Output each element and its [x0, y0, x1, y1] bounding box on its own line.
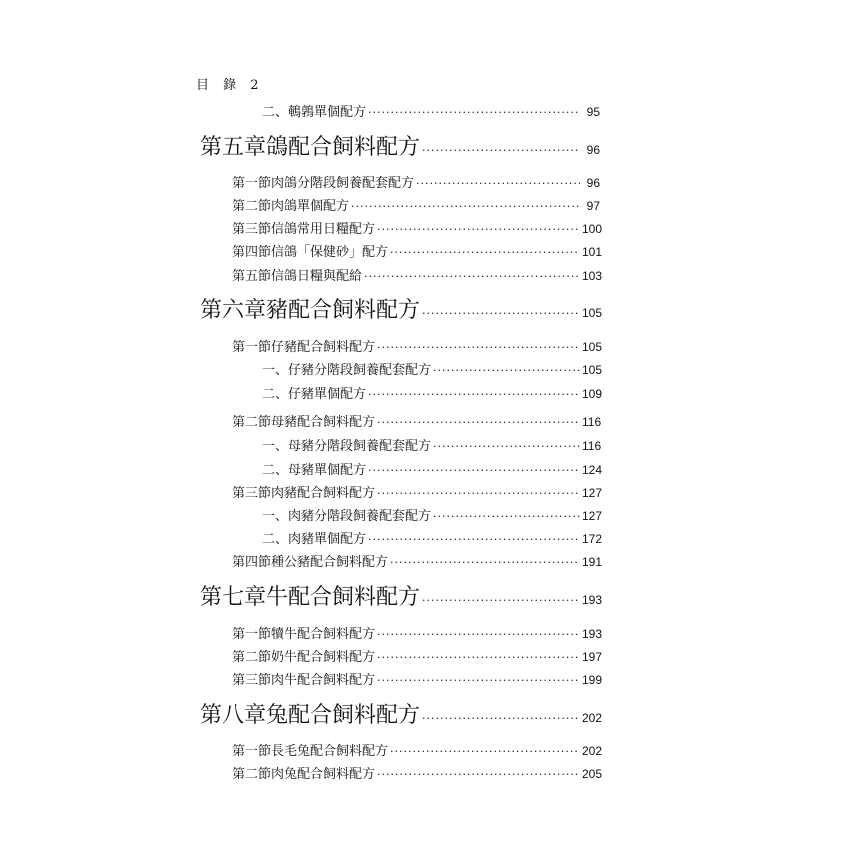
- toc-entry-number: 第三節: [232, 673, 272, 688]
- toc-entry-number: 第一節: [232, 627, 272, 642]
- toc-entry-page: 97: [586, 199, 600, 213]
- toc-chapter-row: [200, 130, 600, 161]
- toc-section-row: [232, 195, 600, 214]
- toc-entry-page: 100: [582, 222, 603, 236]
- toc-entry-title: 仔豬單個配方: [288, 387, 367, 402]
- toc-entry-title: 母豬分階段飼養配套配方: [288, 439, 432, 454]
- toc-entry-title: 豬配合飼料配方: [266, 298, 421, 323]
- toc-entry-title: 信鴿「保健砂」配方: [271, 245, 389, 260]
- toc-entry-page: 124: [582, 463, 603, 477]
- toc-section-row: [232, 172, 600, 191]
- toc-section-row: [232, 411, 600, 430]
- toc-entry-page: 193: [582, 593, 603, 607]
- toc-entry-title: 肉鴿單個配方: [271, 199, 350, 214]
- toc-entry-number: 第五章: [200, 135, 267, 160]
- dot-leader: [368, 464, 580, 477]
- toc-subsection-row: [262, 505, 603, 524]
- toc-entry-number: 第一節: [232, 744, 272, 759]
- toc-entry-title: 信鴿日糧與配給: [271, 269, 363, 284]
- toc-section-row: [232, 482, 603, 501]
- dot-leader: [390, 745, 580, 758]
- toc-entry-title: 鵪鶉單個配方: [288, 105, 367, 120]
- toc-section-row: [232, 218, 603, 237]
- dot-leader: [377, 487, 580, 500]
- toc-entry-title: 肉豬單個配方: [288, 532, 367, 547]
- page-header: [196, 74, 264, 93]
- toc-entry-number: 第三節: [232, 222, 272, 237]
- dot-leader: [433, 364, 580, 377]
- toc-entry-number: 第四節: [232, 245, 272, 260]
- toc-entry-page: 191: [582, 555, 603, 569]
- toc-entry-page: 199: [582, 673, 603, 687]
- toc-entry-number: 第六章: [200, 298, 267, 323]
- toc-entry-number: 一、: [262, 439, 289, 454]
- toc-entry-title: 肉豬配合飼料配方: [271, 486, 376, 501]
- toc-subsection-row: [262, 101, 600, 120]
- toc-entry-number: 第二節: [232, 767, 272, 782]
- toc-entry-page: 96: [586, 143, 600, 157]
- toc-entry-number: 第七章: [200, 585, 267, 610]
- toc-entry-number: 第八章: [200, 703, 267, 728]
- toc-section-row: [232, 623, 603, 642]
- toc-subsection-row: [262, 435, 600, 454]
- toc-section-row: [232, 336, 603, 355]
- toc-entry-number: 一、: [262, 509, 289, 524]
- toc-entry-number: 第三節: [232, 486, 272, 501]
- dot-leader: [377, 651, 580, 664]
- toc-subsection-row: [262, 459, 603, 478]
- dot-leader: [422, 594, 580, 607]
- toc-chapter-row: [200, 698, 603, 729]
- toc-section-row: [232, 646, 603, 665]
- dot-leader: [433, 510, 580, 523]
- toc-entry-title: 肉兔配合飼料配方: [271, 767, 376, 782]
- toc-section-row: [232, 241, 603, 260]
- dot-leader: [390, 246, 580, 259]
- toc-entry-page: 127: [582, 486, 603, 500]
- toc-chapter-row: [200, 580, 603, 611]
- dot-leader: [368, 533, 580, 546]
- toc-entry-title: 肉鴿分階段飼養配套配方: [271, 176, 415, 191]
- toc-entry-number: 第五節: [232, 269, 272, 284]
- toc-entry-page: 105: [582, 340, 603, 354]
- dot-leader: [377, 341, 580, 354]
- toc-entry-page: 109: [582, 387, 603, 401]
- toc-subsection-row: [262, 383, 603, 402]
- toc-entry-title: 奶牛配合飼料配方: [271, 650, 376, 665]
- toc-subsection-row: [262, 528, 603, 547]
- toc-entry-number: 二、: [262, 532, 289, 547]
- toc-entry-title: 兔配合飼料配方: [266, 703, 421, 728]
- dot-leader: [422, 144, 580, 157]
- toc-entry-number: 一、: [262, 363, 289, 378]
- dot-leader: [377, 223, 580, 236]
- toc-entry-page: 116: [582, 415, 602, 429]
- toc-entry-number: 二、: [262, 105, 289, 120]
- toc-entry-page: 105: [582, 363, 603, 377]
- toc-entry-title: 鴿配合飼料配方: [266, 135, 421, 160]
- header-title: 目 錄: [196, 78, 242, 93]
- toc-entry-number: 二、: [262, 387, 289, 402]
- toc-entry-number: 二、: [262, 463, 289, 478]
- toc-entry-page: 193: [582, 627, 603, 641]
- dot-leader: [422, 712, 580, 725]
- toc-entry-page: 105: [582, 306, 603, 320]
- dot-leader: [377, 628, 580, 641]
- dot-leader: [364, 270, 580, 283]
- dot-leader: [416, 177, 580, 190]
- dot-leader: [433, 440, 580, 453]
- dot-leader: [377, 416, 580, 429]
- dot-leader: [377, 768, 580, 781]
- toc-chapter-row: [200, 293, 603, 324]
- toc-entry-page: 172: [582, 532, 603, 546]
- toc-entry-number: 第一節: [232, 340, 272, 355]
- toc-section-row: [232, 669, 603, 688]
- toc-entry-page: 96: [586, 176, 600, 190]
- toc-entry-title: 長毛兔配合飼料配方: [271, 744, 389, 759]
- toc-section-row: [232, 551, 603, 570]
- dot-leader: [368, 388, 580, 401]
- toc-entry-title: 母豬配合飼料配方: [271, 415, 376, 430]
- toc-section-row: [232, 763, 603, 782]
- toc-entry-page: 202: [582, 744, 603, 758]
- toc-entry-number: 第二節: [232, 415, 272, 430]
- toc-entry-page: 95: [586, 105, 600, 119]
- toc-entry-title: 種公豬配合飼料配方: [271, 555, 389, 570]
- toc-entry-title: 肉牛配合飼料配方: [271, 673, 376, 688]
- toc-entry-page: 103: [582, 269, 603, 283]
- toc-entry-number: 第一節: [232, 176, 272, 191]
- toc-entry-title: 母豬單個配方: [288, 463, 367, 478]
- dot-leader: [377, 674, 580, 687]
- toc-entry-title: 犢牛配合飼料配方: [271, 627, 376, 642]
- toc-entry-page: 127: [582, 509, 603, 523]
- toc-entry-title: 仔豬配合飼料配方: [271, 340, 376, 355]
- dot-leader: [351, 200, 580, 213]
- toc-entry-page: 197: [582, 650, 603, 664]
- toc-entry-title: 信鴿常用日糧配方: [271, 222, 376, 237]
- dot-leader: [368, 106, 580, 119]
- toc-entry-title: 仔豬分階段飼養配套配方: [288, 363, 432, 378]
- toc-entry-page: 205: [582, 767, 603, 781]
- toc-entry-page: 202: [582, 711, 603, 725]
- dot-leader: [390, 556, 580, 569]
- toc-entry-title: 肉豬分階段飼養配套配方: [288, 509, 432, 524]
- toc-section-row: [232, 265, 603, 284]
- toc-subsection-row: [262, 359, 603, 378]
- toc-entry-title: 牛配合飼料配方: [266, 585, 421, 610]
- header-page-number: 2: [250, 78, 264, 93]
- toc-entry-number: 第四節: [232, 555, 272, 570]
- toc-section-row: [232, 740, 603, 759]
- toc-entry-number: 第二節: [232, 650, 272, 665]
- toc-entry-number: 第二節: [232, 199, 272, 214]
- toc-entry-page: 101: [582, 245, 603, 259]
- toc-entry-page: 116: [582, 439, 602, 453]
- dot-leader: [422, 307, 580, 320]
